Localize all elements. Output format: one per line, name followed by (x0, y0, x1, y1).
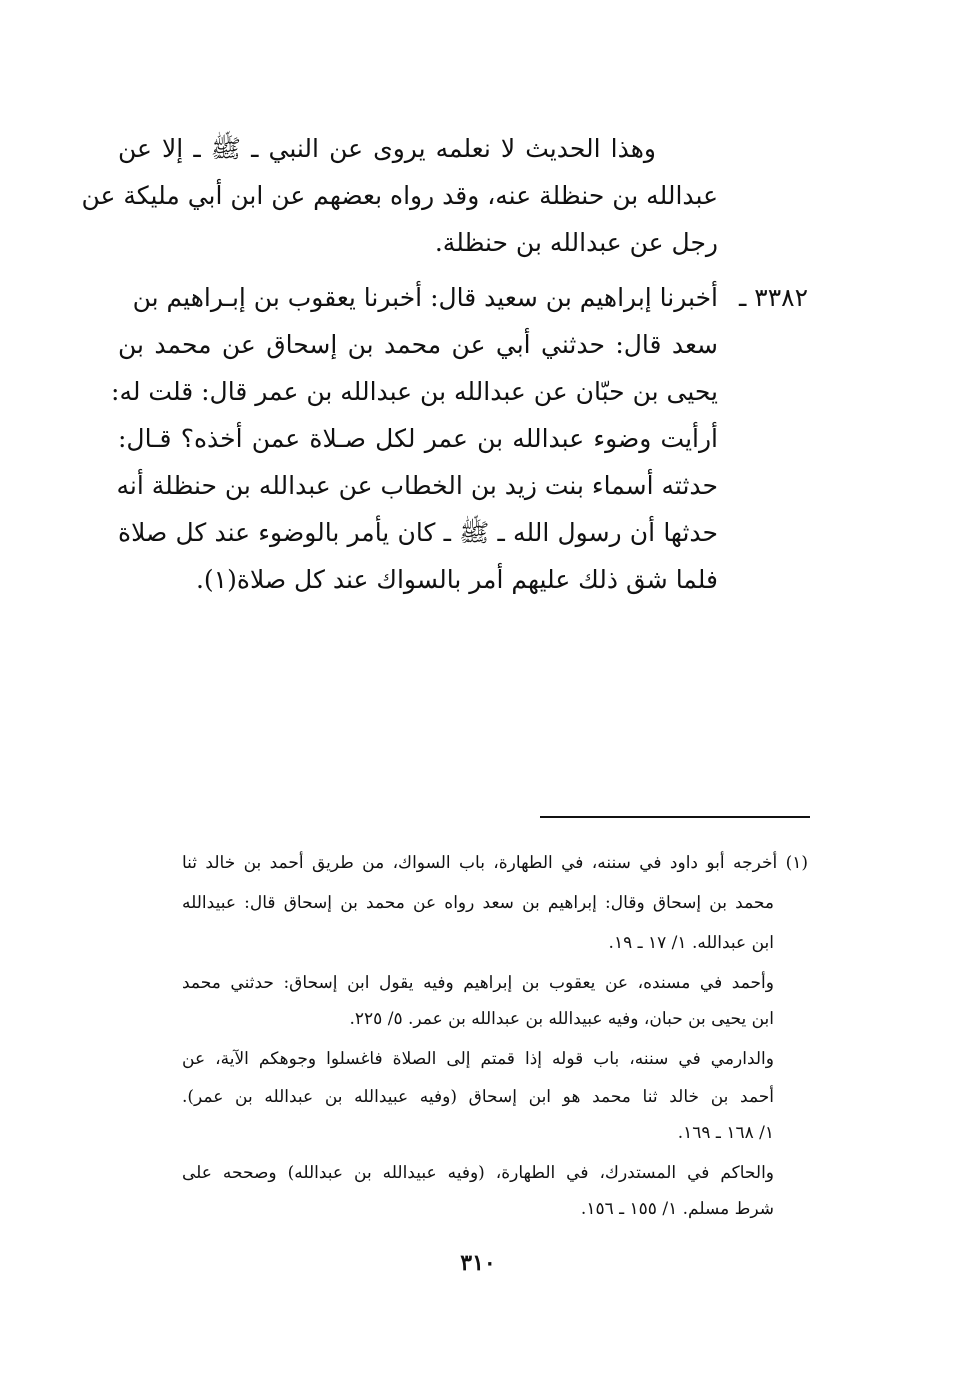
footnote-line: والحاكم في المستدرك، في الطهارة، (وفيه عبيدالله بن عبدالله) وصححه على (182, 1163, 774, 1183)
footnote-line: وأحمد في مسنده، عن يعقوب بن إبراهيم وفيه يقول ابن إسحاق: حدثني محمد (182, 973, 774, 993)
text-line: وهذا الحديث لا نعلمه يروى عن النبي ـ ﷺ ـ إلا عن (118, 134, 656, 163)
text-line: حدثته أسماء بنت زيد بن الخطاب عن عبدالله بن حنظلة أنه (116, 471, 718, 500)
text-line: أرأيت وضوء عبدالله بن عمر لكل صـلاة عمن أخذه؟ قـال: (118, 424, 718, 453)
page-number: ٣١٠ (460, 1250, 496, 1276)
text-line: يحيى بن حبّان عن عبدالله بن عبدالله بن عمر قال: قلت له: (111, 377, 718, 406)
footnote-separator (540, 816, 810, 818)
text-line: عبدالله بن حنظلة عنه، وقد رواه بعضهم عن ابن أبي مليكة عن (81, 181, 718, 210)
footnote-line: شرط مسلم. ١/ ١٥٥ ـ ١٥٦. (580, 1199, 774, 1219)
footnote-line: ١/ ١٦٨ ـ ١٦٩. (677, 1123, 774, 1143)
text-line: أخبرنا إبراهيم بن سعيد قال: أخبرنا يعقوب بن إبـراهيم بن (132, 283, 718, 312)
text-line: رجل عن عبدالله بن حنظلة. (434, 228, 718, 257)
hadith-number: ٣٣٨٢ ـ (739, 283, 808, 312)
text-line: فلما شق ذلك عليهم أمر بالسواك عند كل صلاة(١). (195, 565, 718, 594)
text-line: حدثها أن رسول الله ـ ﷺ ـ كان يأمر بالوضوء عند كل صلاة (118, 518, 718, 547)
footnote-line: ابن عبدالله. ١/ ١٧ ـ ١٩. (608, 933, 774, 953)
text-line: سعد قال: حدثني أبي عن محمد بن إسحاق عن محمد بن (118, 330, 718, 359)
footnote-line: (١) أخرجه أبو داود في سننه، في الطهارة، باب السواك، من طريق أحمد بن خالد ثنا (182, 853, 808, 873)
footnote-line: والدارمي في سننه، باب قوله إذا قمتم إلى الصلاة فاغسلوا وجوهكم الآية، عن (182, 1049, 774, 1069)
footnote-line: ابن يحيى بن حبان، وفيه عبيدالله بن عبدالله بن عمر. ٥/ ٢٢٥. (349, 1009, 774, 1029)
footnote-line: محمد بن إسحاق وقال: إبراهيم بن سعد رواه عن محمد بن إسحاق قال: عبيدالله (182, 893, 774, 913)
footnote-line: أحمد بن خالد ثنا محمد هو ابن إسحاق (وفيه عبيدالله بن عبدالله بن عمر). (182, 1087, 774, 1107)
